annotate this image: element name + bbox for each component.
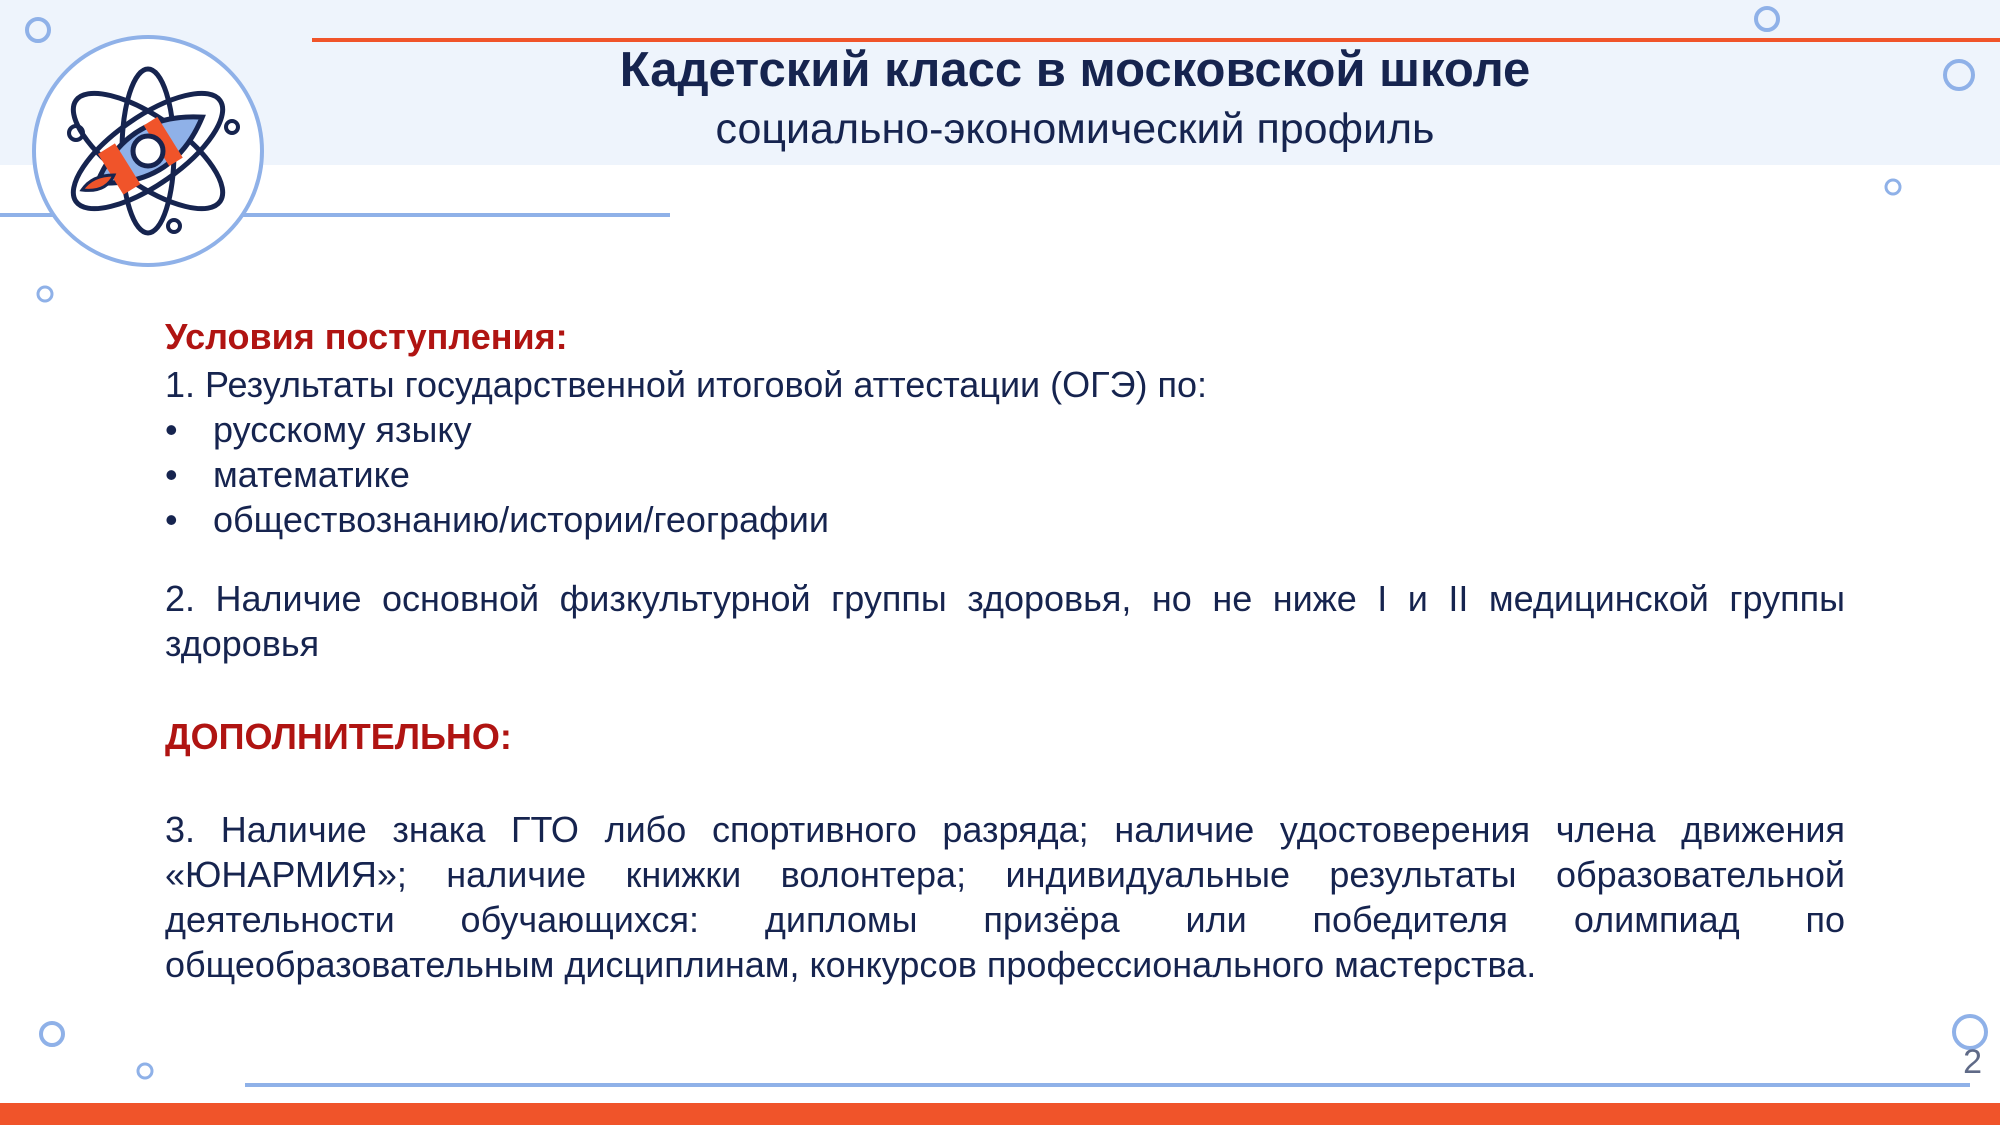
list-item (165, 497, 1845, 542)
subject-label: математике (213, 454, 410, 495)
bullet-icon: • (165, 409, 178, 450)
requirement-item-3: 3. Наличие знака ГТО либо спортивного разряда; наличие удостоверения члена движения «ЮНАРМИЯ»; наличие книжки волонтера; индивидуальные результаты образовательной деятельности обучающихся: дипломы призёра или победителя олимпиад по общеобразовательным дисциплинам, конкурсов профессионального мастерства. (165, 809, 1845, 985)
page-number: 2 (1963, 1043, 1982, 1081)
bullet-icon: • (165, 454, 178, 495)
bullet-icon: • (165, 499, 178, 540)
title-block (560, 40, 1590, 158)
content-body (165, 312, 1845, 987)
list-item (165, 452, 1845, 497)
subjects-list (165, 407, 1845, 542)
requirement-item-2: 2. Наличие основной физкультурной группы здоровья, но не ниже I и II медицинской группы здоровья (165, 578, 1845, 664)
list-item (165, 407, 1845, 452)
additional-heading: ДОПОЛНИТЕЛЬНО: (165, 716, 512, 757)
atom-rocket-icon (30, 35, 270, 275)
admission-heading: Условия поступления: (165, 316, 568, 357)
subject-label: русскому языку (213, 409, 472, 450)
bottom-accent-bar (0, 1103, 2000, 1125)
page-subtitle: социально-экономический профиль (715, 105, 1435, 153)
requirement-item-1: 1. Результаты государственной итоговой аттестации (ОГЭ) по: (165, 364, 1208, 405)
subject-label: обществознанию/истории/географии (213, 499, 829, 540)
page-title: Кадетский класс в московской школе (619, 43, 1531, 97)
